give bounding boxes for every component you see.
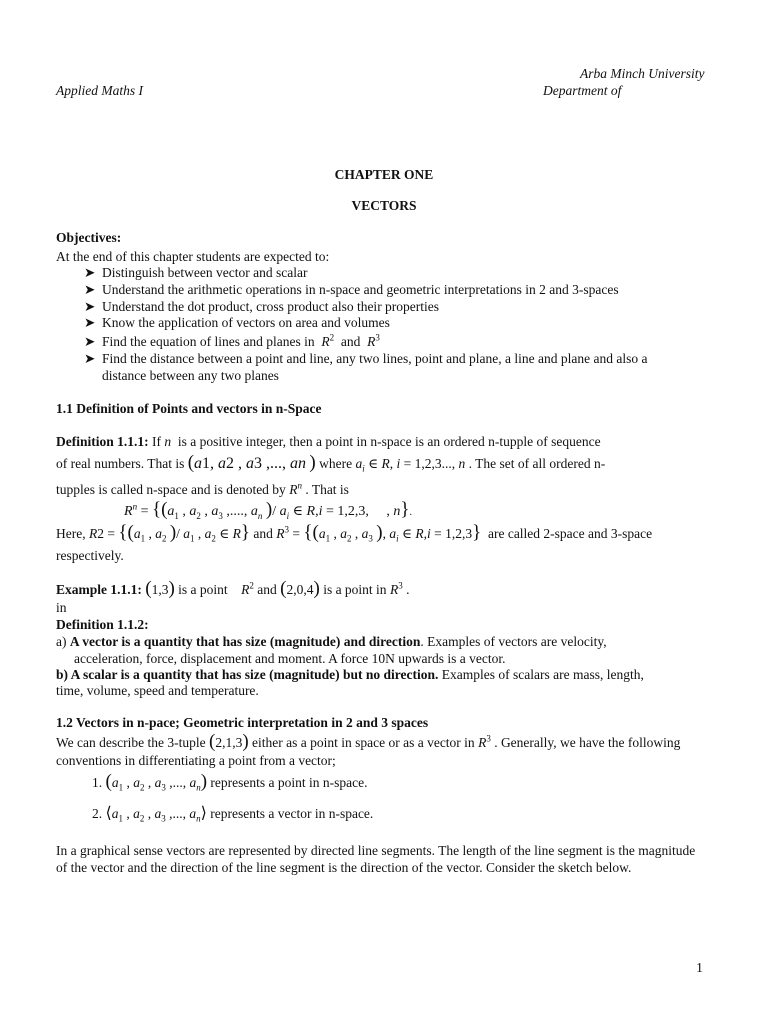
definition-b-line: b) A scalar is a quantity that has size (magnitude) but no direction. Examples of scalars are mass, length, [56, 667, 644, 682]
objectives-intro: At the end of this chapter students are expected to: [56, 249, 330, 264]
math-rn-definition: $R^n = \{(a_1$ , $a_2$ , $a_3$ ,...., $a_n$ )/ $a_i$ ∈ R,i = 1,2,3, , n}. [124, 499, 413, 521]
header-university: Arba Minch University [580, 66, 705, 81]
example-in-text: in [56, 600, 67, 615]
section-heading-1-1: 1.1 Definition of Points and vectors in n-Space [56, 401, 322, 416]
page-number: 1 [696, 961, 703, 976]
arrow-bullet-icon: ➤ [84, 298, 96, 314]
definition-1-1-2-label: Definition 1.1.2: [56, 617, 149, 632]
definition-1-1-1-line2: of real numbers. That is (a1, a2 , a3 ,..., an ) where $a_i$ ∈ R, i = 1,2,3..., n . The set of all ordered n- [56, 452, 606, 474]
math-r2-definition: $R2 = \{(a_1$ , $a_2$ )/ $a_1$ , $a_2$ ∈ R} [88, 522, 251, 544]
definition-b-continued: time, volume, speed and temperature. [56, 683, 259, 698]
objective-item-continued: distance between any two planes [102, 367, 279, 383]
graphical-paragraph-line1: In a graphical sense vectors are represented by directed line segments. The length of the line segment is the magnitude [56, 843, 696, 858]
example-1-1-1: Example 1.1.1: (1,3) is a point $R^2$ and (2,0,4) is a point in $R^3$ . [56, 578, 410, 599]
arrow-bullet-icon: ➤ [84, 351, 96, 367]
list-item-point: 1. ($a_1$ , $a_2$ , $a_3$ ,..., $a_n$) represents a point in n-space. [92, 771, 368, 793]
header-department: Department of [543, 83, 622, 98]
section-1-2-paragraph-line1: We can describe the 3-tuple (2,1,3) either as a point in space or as a vector in $R^3$ . Generally, we have the following [56, 731, 681, 752]
objective-item: ➤ Find the equation of lines and planes in $R^2$ and $R^3$ [84, 332, 380, 350]
arrow-bullet-icon: ➤ [84, 334, 96, 350]
objectives-list [56, 265, 746, 385]
objective-item: ➤ Understand the dot product, cross product also their properties [84, 298, 440, 314]
arrow-bullet-icon: ➤ [84, 281, 96, 297]
list-item-vector: 2. $⟨a_1$ , $a_2$ , $a_3$ ,..., $a_n⟩$ represents a vector in n-space. [92, 805, 374, 824]
objective-item: ➤ Find the distance between a point and line, any two lines, point and plane, a line and plane and also a [84, 351, 648, 367]
objectives-heading: Objectives: [56, 230, 122, 245]
respectively-text: respectively. [56, 548, 124, 563]
definition-1-1-1-line1: Definition 1.1.1: If n is a positive integer, then a point in n-space is an ordered n-tupple of sequence [56, 434, 601, 449]
definition-1-1-1-line3: tupples is called n-space and is denoted by $R^n$ . That is [56, 480, 349, 497]
math-ordered-tuple: (a1, a2 , a3 ,..., an ) [187, 452, 316, 473]
section-1-2-paragraph-line2: conventions in differentiating a point from a vector; [56, 753, 336, 768]
objective-item: ➤ Distinguish between vector and scalar [84, 265, 308, 280]
header-course: Applied Maths I [56, 83, 143, 98]
objective-item: ➤ Know the application of vectors on area and volumes [84, 315, 390, 331]
arrow-bullet-icon: ➤ [84, 265, 96, 280]
arrow-bullet-icon: ➤ [84, 315, 96, 331]
here-line: Here, $R2 = \{(a_1$ , $a_2$ )/ $a_1$ , $a_2$ ∈ R} and $R^3 = \{(a_1$ , $a_2$ , $a_3$ ), $a_i$ ∈ R,i = 1,2,3} are called 2-space and 3-space [56, 522, 653, 544]
section-heading-1-2: 1.2 Vectors in n-pace; Geometric interpretation in 2 and 3 spaces [56, 715, 429, 730]
objective-item: ➤ Understand the arithmetic operations in n-space and geometric interpretations in 2 and 3-spaces [84, 281, 619, 297]
definition-a-continued: acceleration, force, displacement and moment. A force 10N upwards is a vector. [74, 651, 506, 666]
graphical-paragraph-line2: of the vector and the direction of the line segment is the direction of the vector. Consider the sketch below. [56, 860, 632, 875]
math-r3-definition: $R^3 = \{(a_1$ , $a_2$ , $a_3$ ), $a_i$ ∈ R,i = 1,2,3} [276, 522, 482, 544]
definition-a-line: a) A vector is a quantity that has size (magnitude) and direction. Examples of vectors are velocity, [56, 634, 607, 649]
chapter-number: CHAPTER ONE [334, 167, 434, 182]
chapter-title: VECTORS [351, 198, 417, 213]
